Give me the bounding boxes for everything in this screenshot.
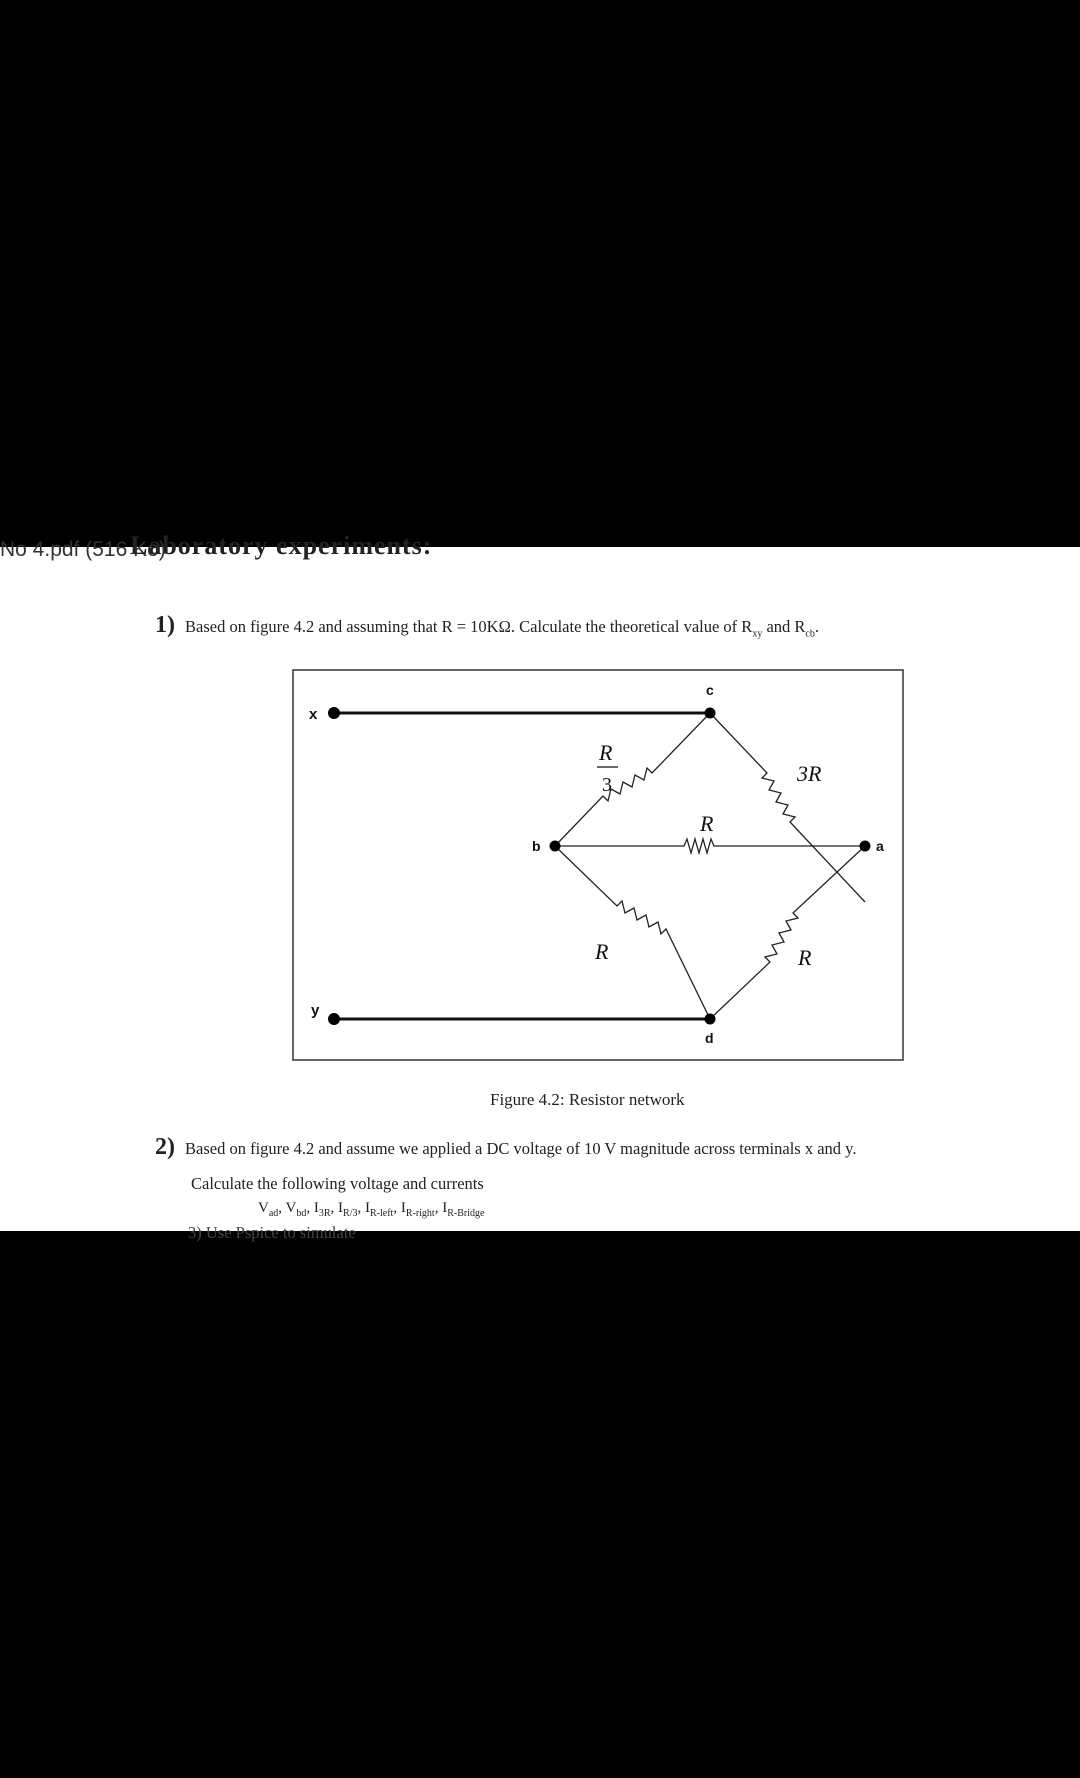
quantity-subscript: R-right <box>405 1208 435 1219</box>
section-heading <box>130 531 433 569</box>
file-name-tab[interactable]: No 4.pdf (516 Ko) <box>0 538 166 561</box>
question-1-number: 1) <box>155 612 175 638</box>
rcb-subscript: cb <box>805 628 815 640</box>
question-2 <box>155 1134 856 1161</box>
quantity-subscript: ad <box>268 1208 279 1219</box>
quantity-item <box>285 1200 307 1219</box>
quantity-symbol: I <box>365 1200 370 1216</box>
label-b: b <box>532 838 541 854</box>
resistor-3r <box>710 713 865 902</box>
rxy-subscript: xy <box>752 628 763 640</box>
label-r-bottom-left: R <box>595 939 609 964</box>
resistor-r-bridge <box>555 839 865 853</box>
document-page <box>0 531 1080 1242</box>
quantity-symbol: I <box>400 1200 406 1216</box>
quantity-symbol: I <box>442 1200 448 1216</box>
node-c <box>705 708 716 719</box>
question-2-line1: Based on figure 4.2 and assume we applied a DC voltage of 10 V magnitude across terminals x and y. <box>185 1139 857 1158</box>
quantity-subscript: R-Bridge <box>447 1208 485 1219</box>
question-1 <box>155 612 819 639</box>
question-2-line2: Calculate the following voltage and currents <box>191 1174 484 1193</box>
quantity-subscript: R-left <box>370 1208 394 1219</box>
label-r-over-3-numerator: R <box>599 740 613 765</box>
quantity-item <box>338 1200 358 1219</box>
quantity-item <box>365 1200 394 1219</box>
quantity-item <box>400 1200 435 1219</box>
label-a: a <box>876 838 884 854</box>
figure-caption: Figure 4.2: Resistor network <box>490 1090 685 1109</box>
label-d: d <box>705 1030 714 1046</box>
node-b <box>550 841 561 852</box>
label-x: x <box>309 706 318 723</box>
terminal-y <box>328 1013 340 1025</box>
resistor-r-bottom-left <box>555 846 710 1019</box>
label-c: c <box>706 682 714 698</box>
quantity-symbol: I <box>313 1200 319 1216</box>
terminal-x <box>328 707 340 719</box>
label-3r: 3R <box>797 761 822 786</box>
quantity-item <box>442 1200 485 1219</box>
label-y: y <box>311 1002 320 1019</box>
resistor-r-over-3 <box>555 713 710 846</box>
resistor-network-figure <box>292 669 904 1061</box>
node-a <box>860 841 871 852</box>
question-2-quantities: $V_{ad}$, $V_{bd}$, $I_{3R}$, $I_{R/3}$, $I_{R-left}$, $I_{R-right}$, $I_{R-Bridge}$ <box>258 1200 485 1219</box>
question-1-text-and: and R <box>762 617 806 636</box>
resistor-r-bottom-right <box>710 846 865 1019</box>
node-d <box>705 1014 716 1025</box>
section-heading-text: Laboratory experiments: <box>130 531 433 560</box>
quantity-symbol: I <box>338 1200 344 1216</box>
question-1-text: Based on figure 4.2 and assuming that R = 10KΩ. Calculate the theoretical value of R <box>185 617 753 636</box>
quantity-item <box>258 1200 279 1219</box>
quantity-item <box>313 1200 331 1219</box>
label-r-bridge: R <box>700 811 714 836</box>
label-r-over-3-denominator: 3 <box>602 774 612 796</box>
quantity-subscript: 3R <box>318 1208 331 1219</box>
quantity-symbol: V <box>258 1200 269 1216</box>
question-1-period: . <box>814 617 819 636</box>
quantity-subscript: R/3 <box>343 1208 358 1219</box>
question-3-text: 3) Use Pspice to simulate <box>188 1223 356 1242</box>
label-r-bottom-right: R <box>798 945 812 970</box>
question-3-partial <box>155 1223 555 1242</box>
figure-frame <box>293 670 903 1060</box>
quantity-subscript: bd <box>296 1208 307 1219</box>
question-2-number: 2) <box>155 1134 175 1160</box>
quantity-symbol: V <box>285 1200 297 1216</box>
